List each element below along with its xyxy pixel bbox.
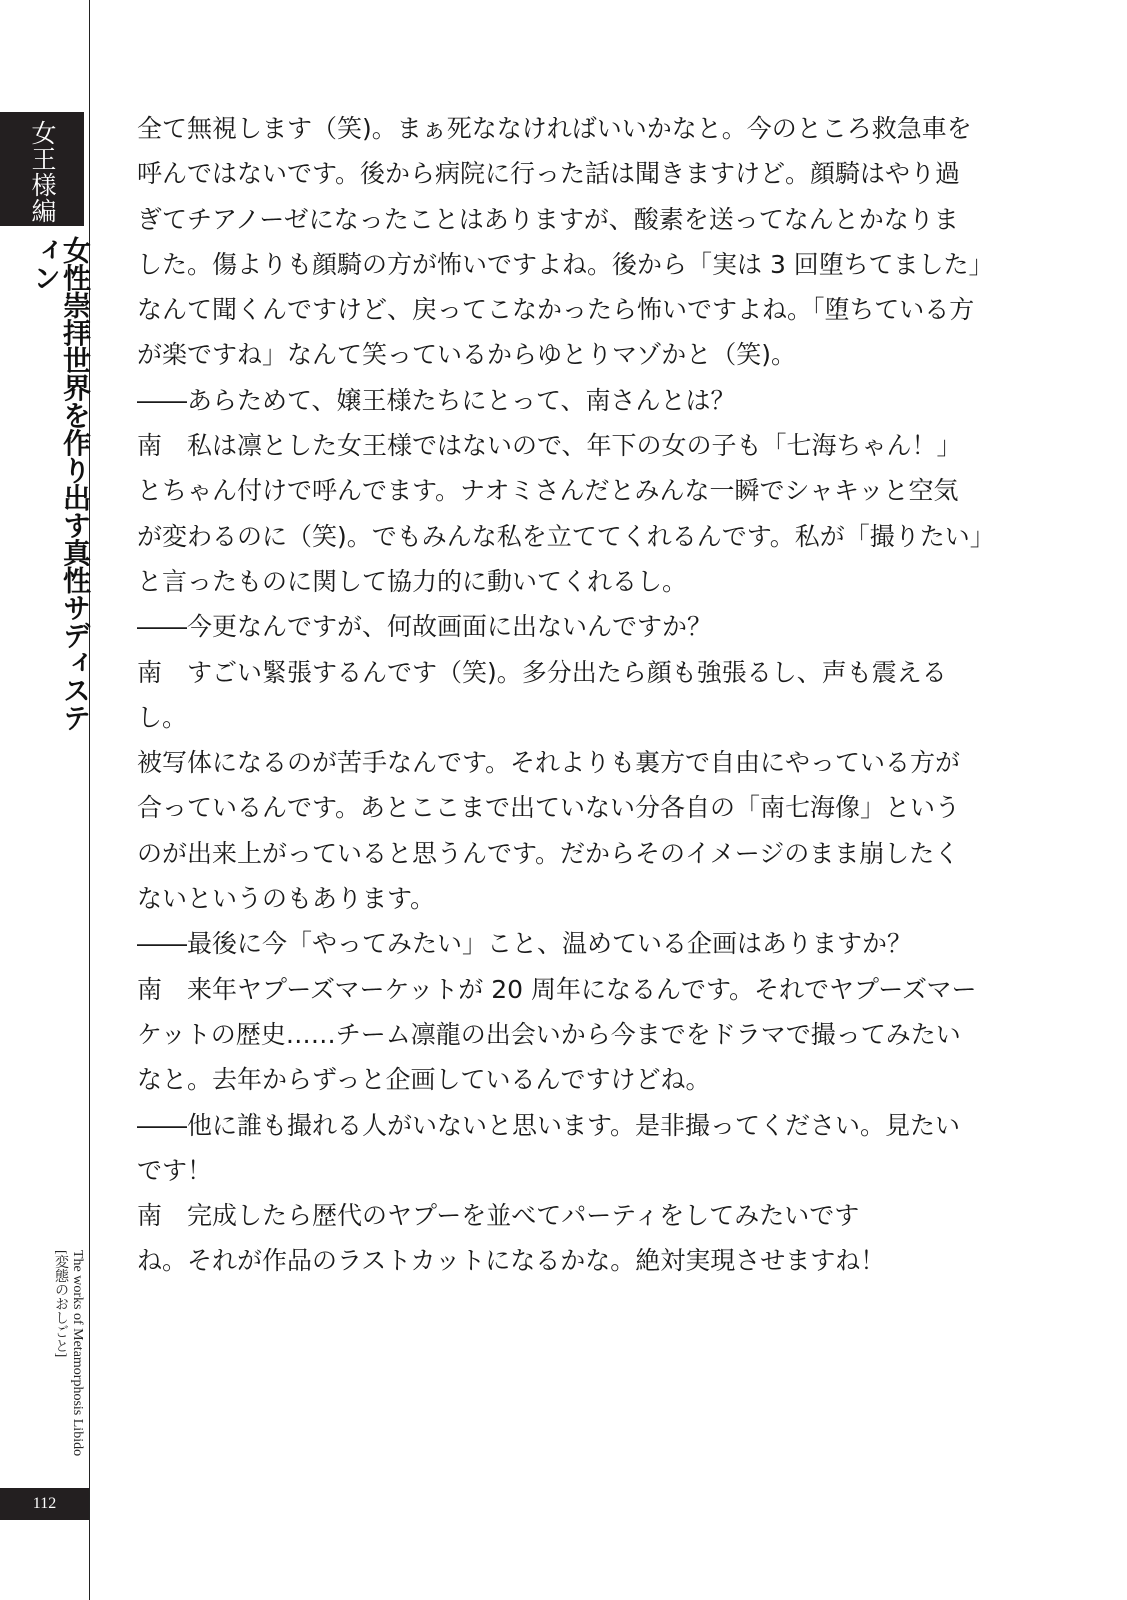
page-number: 112 bbox=[0, 1488, 89, 1520]
answer-line: 南 完成したら歴代のヤプーを並べてパーティをしてみたいです bbox=[137, 1201, 860, 1231]
body-line: ケットの歴史……チーム凛龍の出会いから今までをドラマで撮ってみたい bbox=[137, 1019, 961, 1049]
body-line: が変わるのに（笑)。でもみんな私を立ててくれるんです。私が「撮りたい」 bbox=[137, 521, 995, 551]
body-line: です！ bbox=[137, 1155, 213, 1185]
body-line: と言ったものに関して協力的に動いてくれるし。 bbox=[137, 566, 688, 596]
body-line: 全て無視します（笑)。まぁ死ななければいいかなと。今のところ救急車を bbox=[137, 114, 972, 143]
answer-line: 南 すごい緊張するんです（笑)。多分出たら顔も強張るし、声も震えるし。 bbox=[137, 657, 947, 732]
body-line: が楽ですね」なんて笑っているからゆとりマゾかと（笑)。 bbox=[137, 340, 797, 370]
question-line: ――あらためて、嬢王様たちにとって、南さんとは？ bbox=[137, 385, 736, 415]
body-line: のが出来上がっていると思うんです。だからそのイメージのまま崩したく bbox=[137, 838, 960, 868]
body-line: ぎてチアノーゼになったことはありますが、酸素を送ってなんとかなりま bbox=[137, 204, 959, 234]
answer-line: 南 来年ヤプーズマーケットが 20 周年になるんです。それでヤプーズマー bbox=[137, 974, 977, 1004]
interview-body bbox=[137, 106, 995, 1284]
body-line: ね。それが作品のラストカットになるかな。絶対実現させますね！ bbox=[137, 1246, 886, 1276]
question-line: ――他に誰も撮れる人がいないと思います。是非撮ってください。見たい bbox=[137, 1110, 961, 1140]
body-line: した。傷よりも顔騎の方が怖いですよね。後から「実は 3 回堕ちてました」 bbox=[137, 249, 994, 279]
body-line: 合っているんです。あとここまで出ていない分各自の「南七海像」という bbox=[137, 793, 961, 823]
question-line: ――最後に今「やってみたい」こと、温めている企画はありますか？ bbox=[137, 929, 913, 959]
book-credit bbox=[50, 1250, 86, 1465]
section-label-tab: 女王様編 bbox=[0, 112, 84, 226]
body-line: 呼んではないです。後から病院に行った話は聞きますけど。顔騎はやり過 bbox=[137, 159, 961, 189]
answer-line: 南 私は凛とした女王様ではないので、年下の女の子も「七海ちゃん！」 bbox=[137, 431, 962, 461]
body-line: ないというのもあります。 bbox=[137, 884, 436, 914]
book-title-english: The works of Metamorphosis Libido bbox=[70, 1250, 85, 1457]
book-title-japanese: [変態のおしごと] bbox=[53, 1250, 68, 1358]
body-line: 被写体になるのが苦手なんです。それよりも裏方で自由にやっている方が bbox=[137, 748, 961, 778]
body-line: なんて聞くんですけど、戻ってこなかったら怖いですよね。「堕ちている方 bbox=[137, 295, 975, 325]
question-line: ――今更なんですが、何故画面に出ないんですか？ bbox=[137, 612, 713, 642]
chapter-title: 女性崇拝世界を作り出す真性サディスティン bbox=[29, 236, 92, 731]
body-line: なと。去年からずっと企画しているんですけどね。 bbox=[137, 1065, 711, 1095]
body-line: とちゃん付けで呼んでます。ナオミさんだとみんな一瞬でシャキッと空気 bbox=[137, 476, 959, 506]
